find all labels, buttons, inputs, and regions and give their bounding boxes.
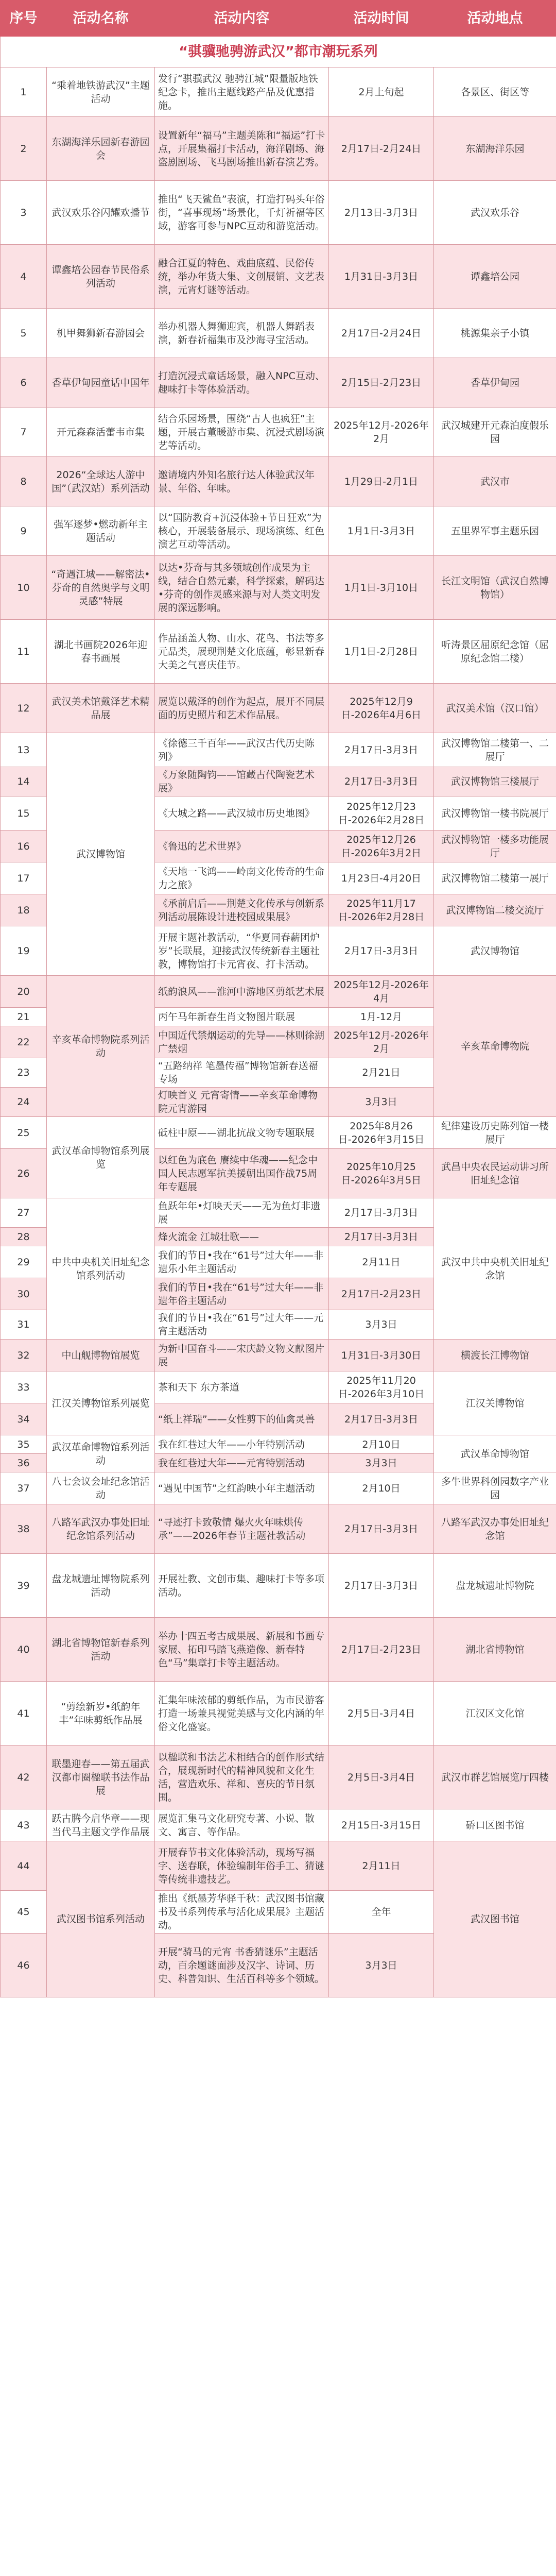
activity-time: 3月3日 — [329, 1088, 434, 1117]
row-number: 31 — [1, 1310, 47, 1340]
table-row — [1, 1745, 556, 1809]
activity-time: 3月3日 — [329, 1454, 434, 1472]
activity-time: 2月17日-3月3日 — [329, 1198, 434, 1228]
activity-name: 八七会议会址纪念馆活动 — [47, 1472, 155, 1504]
activity-content: 《天地一飞鸿——岭南文化传奇的生命力之旅》 — [155, 862, 329, 894]
row-number: 14 — [1, 767, 47, 796]
activity-content: 设置新年“福马”主题美陈和“福运”打卡点，开展集福打卡活动，海洋剧场、海盗剧剧场、飞马剧场推出新春演艺秀。 — [155, 117, 329, 181]
activity-place: 桃源集亲子小镇 — [434, 309, 556, 358]
table-row — [1, 245, 556, 309]
activity-content: 开展“骑马的元宵 书香猜谜乐”主题活动，百余题谜面涉及汉字、诗词、历史、科普知识、生活百科等多个领域。 — [155, 1934, 329, 1997]
activity-name: 香草伊甸园童话中国年 — [47, 358, 155, 408]
activity-time: 2025年11月17日-2026年2月28日 — [329, 894, 434, 926]
row-number: 13 — [1, 733, 47, 767]
activity-place: 武汉革命博物馆 — [434, 1435, 556, 1472]
row-number: 45 — [1, 1891, 47, 1934]
activity-time: 2025年12月-2026年2月 — [329, 408, 434, 457]
activity-place: 武昌中央农民运动讲习所旧址纪念馆 — [434, 1149, 556, 1198]
activity-content: 鱼跃年年•灯映天天——无为鱼灯非遗展 — [155, 1198, 329, 1228]
activity-place: 纪律建设历史陈列馆一楼展厅 — [434, 1117, 556, 1149]
activity-content: 我在红巷过大年——小年特别活动 — [155, 1435, 329, 1454]
activity-content: 结合乐园场景，围绕“古人也疯狂”主题，开展古董暖游市集、沉浸式剧场演艺等活动。 — [155, 408, 329, 457]
activity-name: 联墨迎春——第五届武汉都市圈楹联书法作品展 — [47, 1745, 155, 1809]
activity-content: 开展主题社教活动，“华夏同春薪团炉岁”长联展，迎接武汉传统新春主题社教，博物馆打卡元宵夜、打卡活动。 — [155, 926, 329, 976]
activity-time: 2月17日-3月3日 — [329, 1403, 434, 1435]
column-header-place: 活动地点 — [434, 1, 556, 37]
table-row — [1, 457, 556, 506]
activity-place: 各景区、街区等 — [434, 67, 556, 117]
activity-name: 东湖海洋乐园新春游园会 — [47, 117, 155, 181]
activity-content: 为新中国奋斗——宋庆龄文物文献图片展 — [155, 1340, 329, 1371]
row-number: 26 — [1, 1149, 47, 1198]
row-number: 41 — [1, 1682, 47, 1745]
activity-time: 2月17日-2月24日 — [329, 309, 434, 358]
activity-place: 东湖海洋乐园 — [434, 117, 556, 181]
activity-content: 融合江夏的特色、戏曲底蕴、民俗传统，举办年货大集、文创展销、文艺表演，元宵灯谜等活动。 — [155, 245, 329, 309]
row-number: 1 — [1, 67, 47, 117]
activity-place: 盘龙城遗址博物院 — [434, 1554, 556, 1618]
row-number: 4 — [1, 245, 47, 309]
row-number: 9 — [1, 506, 47, 556]
row-number: 5 — [1, 309, 47, 358]
activity-content: “寻迹打卡致敬情 爆火火年味烘传承”——2026年春节主题社教活动 — [155, 1504, 329, 1554]
table-header-row — [1, 1, 556, 37]
activity-time: 1月31日-3月3日 — [329, 245, 434, 309]
activity-place: 武汉城建开元森泊度假乐园 — [434, 408, 556, 457]
activity-place: 武汉欢乐谷 — [434, 181, 556, 245]
table-row — [1, 1809, 556, 1841]
activity-content: “遇见中国节”之红韵映小年主题活动 — [155, 1472, 329, 1504]
activity-time: 2月10日 — [329, 1472, 434, 1504]
activity-content: 《万象随陶钧——馆藏古代陶瓷艺术展》 — [155, 767, 329, 796]
activity-time: 2月17日-3月3日 — [329, 1228, 434, 1246]
activity-place: 谭鑫培公园 — [434, 245, 556, 309]
column-header-name: 活动名称 — [47, 1, 155, 37]
activity-place: 香草伊甸园 — [434, 358, 556, 408]
row-number: 2 — [1, 117, 47, 181]
activity-time: 3月3日 — [329, 1310, 434, 1340]
activity-time: 2月15日-2月23日 — [329, 358, 434, 408]
table-row — [1, 1117, 556, 1149]
activity-place: 江汉区文化馆 — [434, 1682, 556, 1745]
activity-time: 全年 — [329, 1891, 434, 1934]
row-number: 42 — [1, 1745, 47, 1809]
activity-name: 强军逐梦•燃动新年主题活动 — [47, 506, 155, 556]
activity-content: 以红色为底色 赓续中华魂——纪念中国人民志愿军抗美援朝出国作战75周年专题展 — [155, 1149, 329, 1198]
activity-name: “乘着地铁游武汉”主题活动 — [47, 67, 155, 117]
activity-place: 武汉中共中央机关旧址纪念馆 — [434, 1198, 556, 1340]
activity-time: 2月17日-2月23日 — [329, 1278, 434, 1310]
activity-name: 机甲舞狮新春游园会 — [47, 309, 155, 358]
activity-time: 1月31日-3月30日 — [329, 1340, 434, 1371]
activity-content: 举办机器人舞狮迎宾，机器人舞蹈表演，新春祈福集市及沙海寻宝活动。 — [155, 309, 329, 358]
activity-content: 《鲁迅的艺术世界》 — [155, 831, 329, 862]
table-row — [1, 117, 556, 181]
activity-time: 2月10日 — [329, 1435, 434, 1454]
table-row — [1, 733, 556, 767]
row-number: 15 — [1, 796, 47, 831]
row-number: 35 — [1, 1435, 47, 1454]
activity-content: 我们的节日•我在“61号”过大年——元宵主题活动 — [155, 1310, 329, 1340]
activity-time: 3月3日 — [329, 1934, 434, 1997]
activity-content: 推出“飞天鲨鱼”表演，打造打码头年俗街，“喜事现场”场景化，千灯祈福等区域，游客可参与NPC互动和游览活动。 — [155, 181, 329, 245]
row-number: 21 — [1, 1008, 47, 1026]
activity-time: 2月17日-2月23日 — [329, 1618, 434, 1682]
activity-content: 茶和天下 东方茶道 — [155, 1371, 329, 1403]
table-row — [1, 1554, 556, 1618]
activity-time: 1月29日-2月1日 — [329, 457, 434, 506]
activity-time: 2月5日-3月4日 — [329, 1682, 434, 1745]
activity-time: 1月23日-4月20日 — [329, 862, 434, 894]
activity-content: 以达•芬奇与其多领域创作成果为主线，结合自然元素，科学探索，解码达•芬奇的创作灵感来源与对人类文明发展的深远影响。 — [155, 556, 329, 620]
row-number: 20 — [1, 976, 47, 1008]
row-number: 23 — [1, 1058, 47, 1088]
activity-place: 湖北省博物馆 — [434, 1618, 556, 1682]
activity-place: 武汉博物馆二楼第一展厅 — [434, 862, 556, 894]
activity-place: 武汉博物馆一楼多功能展厅 — [434, 831, 556, 862]
row-number: 43 — [1, 1809, 47, 1841]
row-number: 3 — [1, 181, 47, 245]
activity-place: 多牛世界科创园数字产业园 — [434, 1472, 556, 1504]
column-header-no: 序号 — [1, 1, 47, 37]
table-row — [1, 1371, 556, 1403]
activity-time: 2月15日-3月15日 — [329, 1809, 434, 1841]
table-row — [1, 1618, 556, 1682]
table-row — [1, 506, 556, 556]
table-row — [1, 684, 556, 733]
activity-time: 2025年12月-2026年4月 — [329, 976, 434, 1008]
activity-place: 武汉博物馆二楼交流厅 — [434, 894, 556, 926]
activity-name: 江汉关博物馆系列展览 — [47, 1371, 155, 1435]
activity-time: 2月17日-3月3日 — [329, 733, 434, 767]
table-row — [1, 309, 556, 358]
activity-content: 丙午马年新春生肖文物图片联展 — [155, 1008, 329, 1026]
activity-time: 2月17日-3月3日 — [329, 767, 434, 796]
activity-content: 纸韵浪风——淮河中游地区剪纸艺术展 — [155, 976, 329, 1008]
column-header-time: 活动时间 — [329, 1, 434, 37]
activity-place: 硚口区图书馆 — [434, 1809, 556, 1841]
activity-time: 2月17日-2月24日 — [329, 117, 434, 181]
table-row — [1, 976, 556, 1008]
activity-content: 砥柱中原——湖北抗战文物专题联展 — [155, 1117, 329, 1149]
activity-time: 2025年12月26日-2026年3月2日 — [329, 831, 434, 862]
row-number: 7 — [1, 408, 47, 457]
activity-name: 武汉图书馆系列活动 — [47, 1841, 155, 1997]
activity-time: 2月17日-3月3日 — [329, 926, 434, 976]
row-number: 30 — [1, 1278, 47, 1310]
section-title: “骐骥驰骋游武汉”都市潮玩系列 — [1, 37, 556, 67]
activity-content: 《徐德三千百年——武汉古代历史陈列》 — [155, 733, 329, 767]
activity-place: 武汉图书馆 — [434, 1841, 556, 1997]
activity-name: 武汉博物馆 — [47, 733, 155, 976]
activity-time: 1月1日-2月28日 — [329, 620, 434, 684]
row-number: 24 — [1, 1088, 47, 1117]
row-number: 12 — [1, 684, 47, 733]
activity-time: 2025年12月23日-2026年2月28日 — [329, 796, 434, 831]
activity-content: 展览以戴泽的创作为起点，展开不同层面的历史照片和艺术作品展。 — [155, 684, 329, 733]
activity-time: 1月1日-3月3日 — [329, 506, 434, 556]
activity-name: 武汉欢乐谷闪耀欢播节 — [47, 181, 155, 245]
activity-name: 湖北省博物馆新春系列活动 — [47, 1618, 155, 1682]
activity-content: 我们的节日•我在“61号”过大年——非遗年俗主题活动 — [155, 1278, 329, 1310]
activity-place: 武汉博物馆二楼第一、二展厅 — [434, 733, 556, 767]
activity-content: 烽火流金 江城壮歌—— — [155, 1228, 329, 1246]
row-number: 18 — [1, 894, 47, 926]
row-number: 16 — [1, 831, 47, 862]
activity-content: “五路纳祥 笔墨传福”博物馆新春送福专场 — [155, 1058, 329, 1088]
activity-place: 辛亥革命博物院 — [434, 976, 556, 1117]
table-row — [1, 1841, 556, 1891]
row-number: 33 — [1, 1371, 47, 1403]
activity-name: “剪绘新岁•纸韵年丰”年味剪纸作品展 — [47, 1682, 155, 1745]
activity-place: 江汉关博物馆 — [434, 1371, 556, 1435]
table-row — [1, 1682, 556, 1745]
activity-time: 2月11日 — [329, 1246, 434, 1278]
table-row — [1, 1504, 556, 1554]
activity-content: 作品涵盖人物、山水、花鸟、书法等多元品类，展现荆楚文化底蕴，彰显新春大美之气喜庆佳节。 — [155, 620, 329, 684]
activity-content: 我们的节日•我在“61号”过大年——非遗乐小年主题活动 — [155, 1246, 329, 1278]
activity-place: 听涛景区屈原纪念馆（屈原纪念馆二楼） — [434, 620, 556, 684]
row-number: 37 — [1, 1472, 47, 1504]
row-number: 6 — [1, 358, 47, 408]
row-number: 46 — [1, 1934, 47, 1997]
row-number: 25 — [1, 1117, 47, 1149]
activity-content: “纸上祥瑞”——女性剪下的仙禽灵兽 — [155, 1403, 329, 1435]
activity-name: 辛亥革命博物院系列活动 — [47, 976, 155, 1117]
row-number: 27 — [1, 1198, 47, 1228]
activity-place: 武汉市群艺馆展览厅四楼 — [434, 1745, 556, 1809]
row-number: 22 — [1, 1026, 47, 1058]
activity-content: 打造沉浸式童话场景，融入NPC互动、趣味打卡等体验活动。 — [155, 358, 329, 408]
activity-place: 八路军武汉办事处旧址纪念馆 — [434, 1504, 556, 1554]
activity-content: 推出《纸墨芳华驿千秋：武汉图书馆藏书及书系列传承与活化成果展》主题活动。 — [155, 1891, 329, 1934]
row-number: 44 — [1, 1841, 47, 1891]
row-number: 11 — [1, 620, 47, 684]
activity-place: 武汉博物馆 — [434, 926, 556, 976]
section-title-row — [1, 37, 556, 67]
table-row — [1, 1198, 556, 1228]
row-number: 32 — [1, 1340, 47, 1371]
row-number: 29 — [1, 1246, 47, 1278]
activity-content: 开展春节书文化体验活动，现场写福字、送春联，体验编制年俗手工、猜谜等传统非遗技艺。 — [155, 1841, 329, 1891]
activity-time: 2月5日-3月4日 — [329, 1745, 434, 1809]
activity-content: 邀请境内外知名旅行达人体验武汉年景、年俗、年味。 — [155, 457, 329, 506]
row-number: 38 — [1, 1504, 47, 1554]
activity-name: 跃古腾今启华章——现当代马主题文学作品展 — [47, 1809, 155, 1841]
table-row — [1, 620, 556, 684]
activity-place: 武汉美术馆（汉口馆） — [434, 684, 556, 733]
activity-name: 盘龙城遗址博物院系列活动 — [47, 1554, 155, 1618]
activity-time: 2025年12月9日-2026年4月6日 — [329, 684, 434, 733]
row-number: 28 — [1, 1228, 47, 1246]
activity-place: 武汉市 — [434, 457, 556, 506]
table-row — [1, 67, 556, 117]
activity-time: 2025年8月26日-2026年3月15日 — [329, 1117, 434, 1149]
row-number: 34 — [1, 1403, 47, 1435]
activity-place: 武汉博物馆三楼展厅 — [434, 767, 556, 796]
row-number: 10 — [1, 556, 47, 620]
table-row — [1, 408, 556, 457]
activity-time: 1月-12月 — [329, 1008, 434, 1026]
activity-content: 《承前启后——荆楚文化传承与创新系列活动展陈设计进校园成果展》 — [155, 894, 329, 926]
activity-content: 以“国防教育+沉浸体验+节日狂欢”为核心，开展装备展示、现场演练、红色演艺互动等活动。 — [155, 506, 329, 556]
activity-name: 武汉革命博物馆系列活动 — [47, 1435, 155, 1472]
activity-time: 2月上旬起 — [329, 67, 434, 117]
activity-name: 中共中央机关旧址纪念馆系列活动 — [47, 1198, 155, 1340]
row-number: 39 — [1, 1554, 47, 1618]
column-header-content: 活动内容 — [155, 1, 329, 37]
table-row — [1, 1435, 556, 1454]
activity-content: 《大城之路——武汉城市历史地图》 — [155, 796, 329, 831]
activity-time: 2025年11月20日-2026年3月10日 — [329, 1371, 434, 1403]
activity-name: 开元森森活蕾韦市集 — [47, 408, 155, 457]
activity-name: 谭鑫培公园春节民俗系列活动 — [47, 245, 155, 309]
activity-place: 横渡长江博物馆 — [434, 1340, 556, 1371]
activity-name: 2026“全球达人游中国”（武汉站）系列活动 — [47, 457, 155, 506]
activity-place: 长江文明馆（武汉自然博物馆） — [434, 556, 556, 620]
activity-content: 中国近代禁烟运动的先导——林则徐湖广禁烟 — [155, 1026, 329, 1058]
table-row — [1, 1472, 556, 1504]
activity-time: 2月21日 — [329, 1058, 434, 1088]
activity-content: 以楹联和书法艺术相结合的创作形式结合，展现新时代的精神风貌和文化生活，营造欢乐、祥和、喜庆的节日氛围。 — [155, 1745, 329, 1809]
table-row — [1, 358, 556, 408]
activity-name: “奇遇江城——解密法•芬奇的自然奥学与文明灵感”特展 — [47, 556, 155, 620]
row-number: 8 — [1, 457, 47, 506]
activity-content: 我在红巷过大年——元宵特别活动 — [155, 1454, 329, 1472]
activity-content: 灯映首义 元宵寄情——辛亥革命博物院元宵游园 — [155, 1088, 329, 1117]
activity-place: 武汉博物馆一楼书院展厅 — [434, 796, 556, 831]
activity-name: 武汉美术馆戴泽艺术精品展 — [47, 684, 155, 733]
activity-content: 发行“骐骥武汉 驰骋江城”限量版地铁纪念卡，推出主题线路产品及优惠措施。 — [155, 67, 329, 117]
activity-content: 展览汇集马文化研究专著、小说、散文、寓言、等作品。 — [155, 1809, 329, 1841]
activity-time: 2月13日-3月3日 — [329, 181, 434, 245]
activity-name: 湖北书画院2026年迎春书画展 — [47, 620, 155, 684]
row-number: 19 — [1, 926, 47, 976]
row-number: 17 — [1, 862, 47, 894]
table-row — [1, 1340, 556, 1371]
activity-name: 中山舰博物馆展览 — [47, 1340, 155, 1371]
table-row — [1, 556, 556, 620]
activity-time: 2025年12月-2026年2月 — [329, 1026, 434, 1058]
activity-content: 举办十四五考古成果展、新展和书画专家展、拓印马踏飞燕造像、新春特色“马”集章打卡等主题活动。 — [155, 1618, 329, 1682]
activity-time: 2025年10月25日-2026年3月5日 — [329, 1149, 434, 1198]
row-number: 36 — [1, 1454, 47, 1472]
activity-time: 2月17日-3月3日 — [329, 1504, 434, 1554]
table-row — [1, 181, 556, 245]
activity-time: 2月11日 — [329, 1841, 434, 1891]
activity-name: 八路军武汉办事处旧址纪念馆系列活动 — [47, 1504, 155, 1554]
activity-content: 开展社教、文创市集、趣味打卡等多项活动。 — [155, 1554, 329, 1618]
activity-time: 1月1日-3月10日 — [329, 556, 434, 620]
activity-name: 武汉革命博物馆系列展览 — [47, 1117, 155, 1198]
activity-time: 2月17日-3月3日 — [329, 1554, 434, 1618]
activity-content: 汇集年味浓郁的剪纸作品，为市民游客打造一场兼具视觉美感与文化内涵的年俗文化盛宴。 — [155, 1682, 329, 1745]
row-number: 40 — [1, 1618, 47, 1682]
activity-place: 五里界军事主题乐园 — [434, 506, 556, 556]
